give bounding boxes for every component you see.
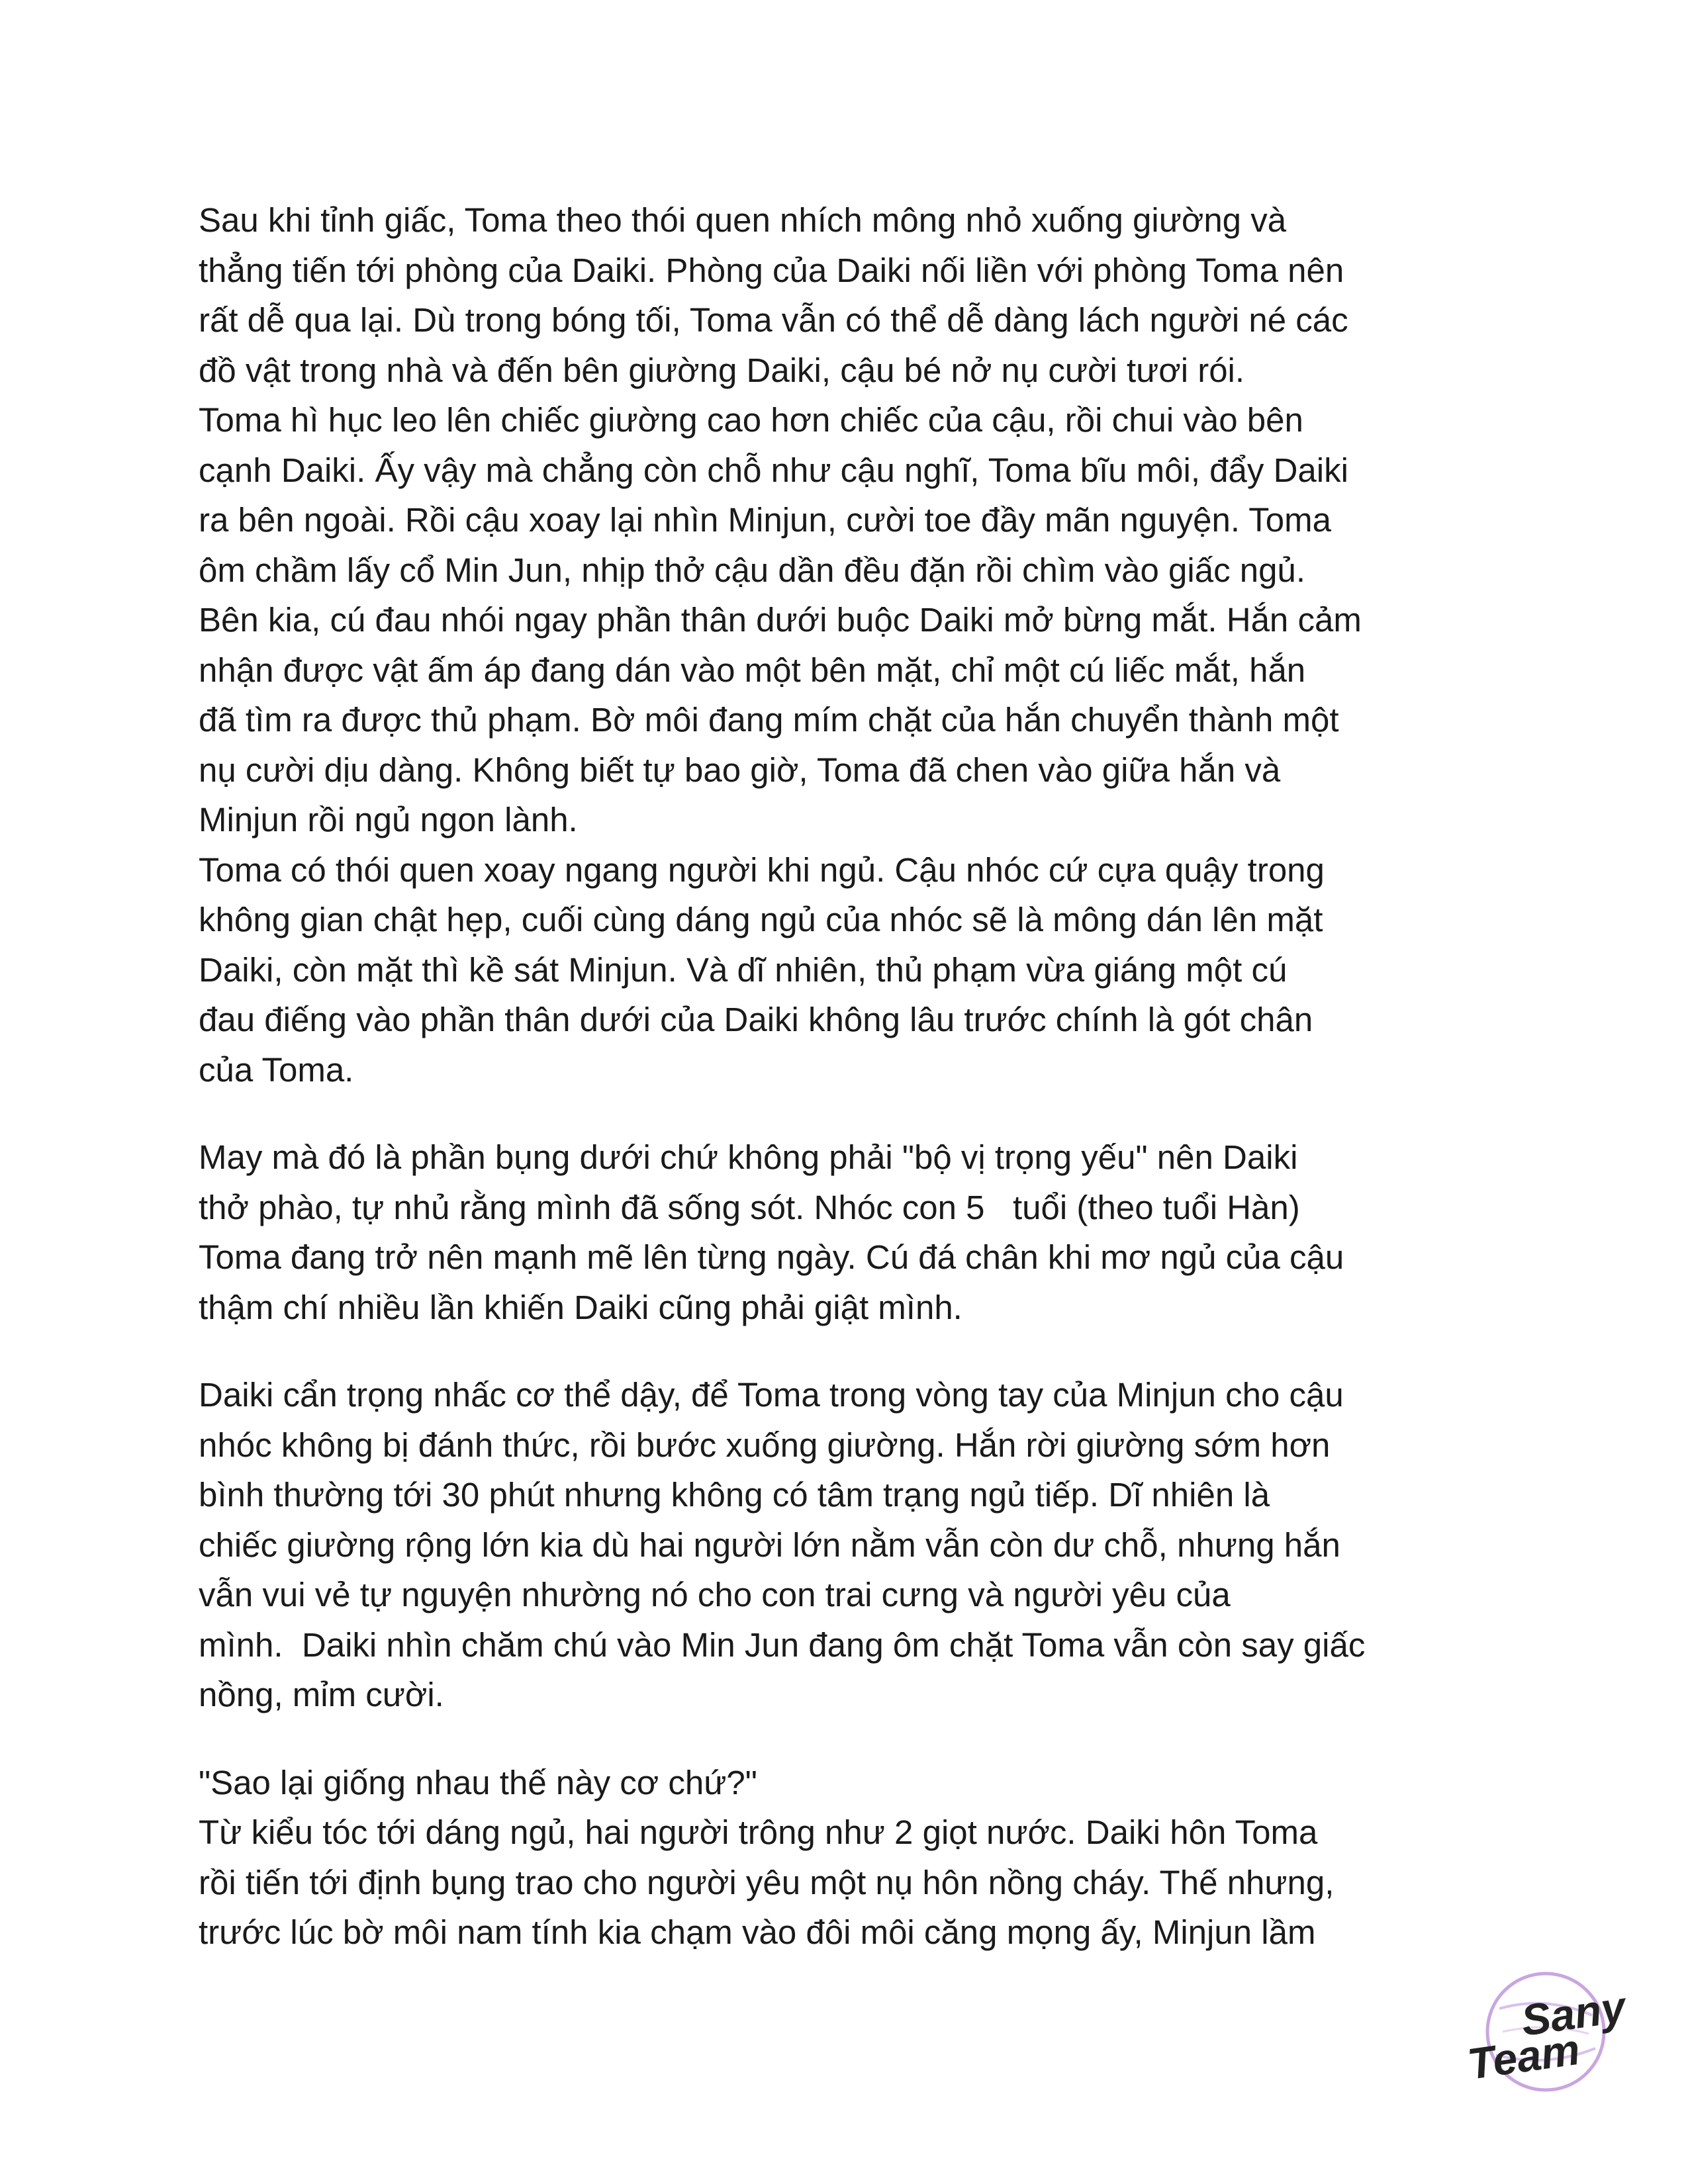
- text-line: vẫn vui vẻ tự nguyện nhường nó cho con trai cưng và người yêu của: [199, 1576, 1231, 1614]
- text-line: trước lúc bờ môi nam tính kia chạm vào đôi môi căng mọng ấy, Minjun lầm: [199, 1913, 1316, 1951]
- text-line: thẳng tiến tới phòng của Daiki. Phòng của Daiki nối liền với phòng Toma nên: [199, 251, 1344, 289]
- text-line: "Sao lại giống nhau thế này cơ chứ?": [199, 1763, 757, 1801]
- text-line: Sau khi tỉnh giấc, Toma theo thói quen nhích mông nhỏ xuống giường và: [199, 201, 1287, 239]
- paragraph: [199, 1758, 1509, 1958]
- document-page: [199, 195, 1509, 1958]
- text-line: không gian chật hẹp, cuối cùng dáng ngủ của nhóc sẽ là mông dán lên mặt: [199, 901, 1323, 938]
- text-line: ra bên ngoài. Rồi cậu xoay lại nhìn Minjun, cười toe đầy mãn nguyện. Toma: [199, 501, 1331, 539]
- text-line: May mà đó là phần bụng dưới chứ không phải "bộ vị trọng yếu" nên Daiki: [199, 1138, 1298, 1176]
- text-line: Từ kiểu tóc tới dáng ngủ, hai người trông như 2 giọt nước. Daiki hôn Toma: [199, 1813, 1318, 1851]
- text-line: chiếc giường rộng lớn kia dù hai người lớn nằm vẫn còn dư chỗ, nhưng hắn: [199, 1525, 1340, 1564]
- text-line: Toma đang trở nên mạnh mẽ lên từng ngày. Cú đá chân khi mơ ngủ của cậu: [199, 1238, 1344, 1276]
- text-line: Daiki, còn mặt thì kề sát Minjun. Và dĩ nhiên, thủ phạm vừa giáng một cú: [199, 950, 1288, 989]
- text-line: Minjun rồi ngủ ngon lành.: [199, 801, 578, 839]
- logo-text-line1: Sany: [1518, 1981, 1629, 2045]
- text-line: Daiki cẩn trọng nhấc cơ thể dậy, để Toma trong vòng tay của Minjun cho cậu: [199, 1376, 1344, 1414]
- text-line: Toma hì hục leo lên chiếc giường cao hơn chiếc của cậu, rồi chui vào bên: [199, 401, 1303, 439]
- text-line: mình. Daiki nhìn chăm chú vào Min Jun đang ôm chặt Toma vẫn còn say giấc: [199, 1625, 1366, 1664]
- text-line: nồng, mỉm cười.: [199, 1676, 444, 1713]
- text-line: ôm chầm lấy cổ Min Jun, nhịp thở cậu dần đều đặn rồi chìm vào giấc ngủ.: [199, 551, 1306, 589]
- text-line: cạnh Daiki. Ấy vậy mà chẳng còn chỗ như cậu nghĩ, Toma bĩu môi, đẩy Daiki: [199, 451, 1348, 489]
- text-line: nụ cười dịu dàng. Không biết tự bao giờ, Toma đã chen vào giữa hắn và: [199, 751, 1281, 789]
- text-line: nhóc không bị đánh thức, rồi bước xuống giường. Hắn rời giường sớm hơn: [199, 1426, 1331, 1464]
- text-line: đồ vật trong nhà và đến bên giường Daiki, cậu bé nở nụ cười tươi rói.: [199, 351, 1245, 389]
- text-line: nhận được vật ấm áp đang dán vào một bên mặt, chỉ một cú liếc mắt, hắn: [199, 651, 1306, 689]
- paragraph: [199, 1132, 1509, 1332]
- text-line: đã tìm ra được thủ phạm. Bờ môi đang mím chặt của hắn chuyển thành một: [199, 701, 1339, 739]
- paragraph: [199, 195, 1509, 1095]
- paragraph-gap: [199, 1332, 1509, 1370]
- text-line: rồi tiến tới định bụng trao cho người yêu một nụ hôn nồng cháy. Thế nhưng,: [199, 1863, 1335, 1901]
- text-line: thậm chí nhiều lần khiến Daiki cũng phải giật mình.: [199, 1288, 962, 1326]
- text-line: của Toma.: [199, 1050, 354, 1089]
- paragraph: [199, 1370, 1509, 1720]
- logo-graphic: [1436, 1956, 1635, 2115]
- text-line: rất dễ qua lại. Dù trong bóng tối, Toma vẫn có thể dễ dàng lách người né các: [199, 301, 1348, 339]
- text-line: Toma có thói quen xoay ngang người khi ngủ. Cậu nhóc cứ cựa quậy trong: [199, 850, 1325, 889]
- text-line: đau điếng vào phần thân dưới của Daiki không lâu trước chính là gót chân: [199, 1001, 1313, 1038]
- paragraph-gap: [199, 1720, 1509, 1758]
- sany-team-logo: [1436, 1956, 1635, 2115]
- logo-text-line2: Team: [1464, 2024, 1583, 2089]
- text-line: thở phào, tự nhủ rằng mình đã sống sót. Nhóc con 5 tuổi (theo tuổi Hàn): [199, 1188, 1300, 1226]
- text-line: Bên kia, cú đau nhói ngay phần thân dưới buộc Daiki mở bừng mắt. Hắn cảm: [199, 601, 1362, 639]
- paragraph-gap: [199, 1095, 1509, 1132]
- text-line: bình thường tới 30 phút nhưng không có tâm trạng ngủ tiếp. Dĩ nhiên là: [199, 1476, 1270, 1514]
